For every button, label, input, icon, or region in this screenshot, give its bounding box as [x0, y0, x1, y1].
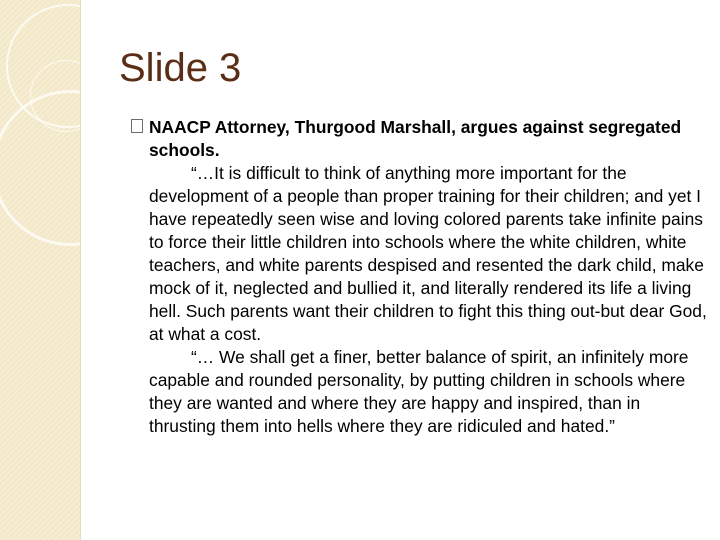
decorative-side-band: [0, 0, 80, 540]
bullet-heading: NAACP Attorney, Thurgood Marshall, argues against segregated schools.: [149, 117, 682, 160]
side-band-edge: [80, 0, 81, 540]
slide-body: [149, 116, 709, 438]
quote-paragraph: “…It is difficult to think of anything more important for the development of a people than proper training for their children; and yet I have repeatedly seen wise and loving colored parents take infinite pains to force their little children into schools where the white children, white teachers, and white parents despised and resented the dark child, make mock of it, neglected and bullied it, and literally rendered its life a living hell. Such parents want their children to fight this thing out-but dear God, at what a cost.: [149, 163, 707, 344]
slide-title: Slide 3: [119, 46, 242, 90]
quote-paragraph: “… We shall get a finer, better balance of spirit, an infinitely more capable and rounded personality, by putting children in schools where they are wanted and where they are happy and inspired, than in thrusting them into hells where they are ridiculed and hated.”: [149, 347, 689, 436]
square-bullet-icon: [131, 119, 143, 133]
